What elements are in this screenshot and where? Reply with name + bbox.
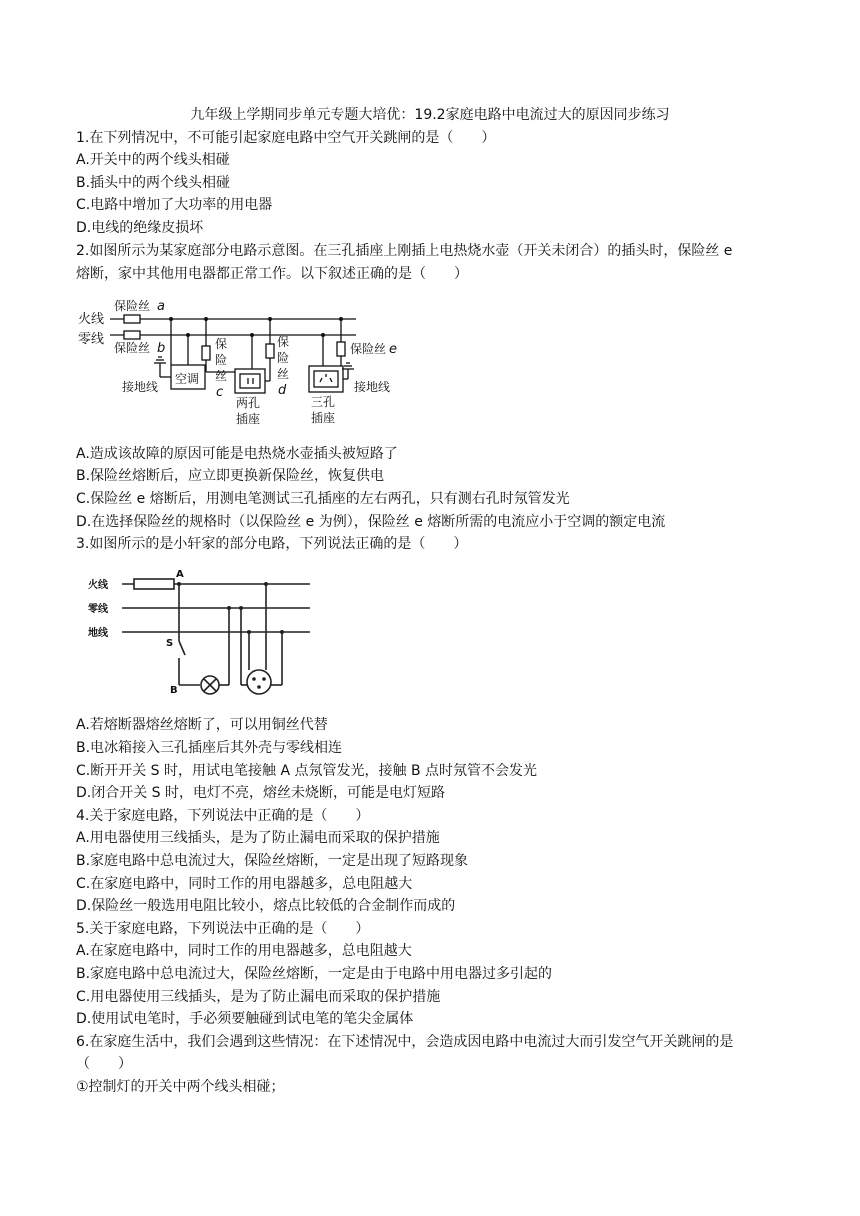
q1-option-c: C.电路中增加了大功率的用电器	[76, 197, 273, 213]
q2-label-fuse-d-1: 保	[277, 335, 290, 349]
q2-label-fuse-c-2: 险	[215, 353, 228, 367]
q4-option-d: D.保险丝一般选用电阻比较小，熔点比较低的合金制作而成的	[76, 898, 456, 914]
q3-label-neutral: 零线	[88, 604, 108, 615]
q2-option-d: D.在选择保险丝的规格时（以保险丝 e 为例），保险丝 e 熔断所需的电流应小于空调的额定电流	[76, 514, 666, 530]
q3-option-a: A.若熔断器熔丝熔断了，可以用铜丝代替	[76, 717, 328, 733]
q2-label-live: 火线	[78, 312, 105, 327]
q4-option-b: B.家庭电路中总电流过大，保险丝熔断，一定是出现了短路现象	[76, 853, 469, 869]
q2-label-fuse-c-3: 丝	[215, 369, 228, 383]
q2-label-ground-left: 接地线	[122, 380, 159, 394]
q2-circuit-figure	[76, 290, 406, 440]
q5-option-c: C.用电器使用三线插头，是为了防止漏电而采取的保护措施	[76, 989, 441, 1005]
q2-stem-line1: 2.如图所示为某家庭部分电路示意图。在三孔插座上刚插上电热烧水壶（开关未闭合）的插头时，保险丝 e	[76, 243, 733, 259]
q6-item-1: ①控制灯的开关中两个线头相碰；	[76, 1079, 285, 1095]
q3-label-point-b: B	[170, 685, 178, 696]
q1-option-a: A.开关中的两个线头相碰	[76, 152, 230, 168]
q2-option-c: C.保险丝 e 熔断后，用测电笔测试三孔插座的左右两孔，只有测右孔时氖管发光	[76, 491, 570, 507]
q4-option-c: C.在家庭电路中，同时工作的用电器越多，总电阻越大	[76, 876, 413, 892]
page-title: 九年级上学期同步单元专题大培优：19.2家庭电路中电流过大的原因同步练习	[190, 107, 670, 123]
q2-label-fuse-a: 保险丝	[114, 299, 151, 313]
q2-label-ground-right: 接地线	[354, 380, 391, 394]
q1-option-d: D.电线的绝缘皮损坏	[76, 220, 204, 236]
q2-stem-line2: 熔断，家中其他用电器都正常工作。以下叙述正确的是（ ）	[76, 266, 468, 282]
q2-label-three-hole-1: 三孔	[311, 395, 336, 409]
q3-circuit-figure	[86, 565, 316, 700]
q6-stem-line1: 6.在家庭生活中，我们会遇到这些情况：在下述情况中，会造成因电路中电流过大而引发空气开关跳闸的是	[76, 1034, 734, 1050]
q2-label-fuse-b: 保险丝	[114, 341, 151, 355]
q3-option-d: D.闭合开关 S 时，电灯不亮，熔丝未烧断，可能是电灯短路	[76, 785, 446, 801]
q3-label-ground: 地线	[88, 628, 108, 639]
q6-stem-line2: （ ）	[76, 1056, 132, 1072]
q5-stem: 5.关于家庭电路，下列说法中正确的是（ ）	[76, 921, 370, 937]
q3-circuit-diagram	[86, 565, 316, 700]
q2-label-ac: 空调	[175, 372, 200, 386]
q2-label-fuse-e-letter: e	[389, 342, 397, 357]
q3-label-live: 火线	[88, 580, 108, 591]
q2-option-a: A.造成该故障的原因可能是电热烧水壶插头被短路了	[76, 446, 398, 462]
q5-option-d: D.使用试电笔时，手必须要触碰到试电笔的笔尖金属体	[76, 1011, 414, 1027]
q2-label-fuse-d-2: 险	[277, 351, 290, 365]
q3-option-b: B.电冰箱接入三孔插座后其外壳与零线相连	[76, 740, 343, 756]
q3-label-point-a: A	[176, 569, 184, 580]
q1-stem: 1.在下列情况中，不可能引起家庭电路中空气开关跳闸的是（ ）	[76, 130, 496, 146]
q5-option-b: B.家庭电路中总电流过大，保险丝熔断，一定是由于电路中用电器过多引起的	[76, 966, 553, 982]
q5-option-a: A.在家庭电路中，同时工作的用电器越多，总电阻越大	[76, 943, 412, 959]
q2-label-two-hole-1: 两孔	[236, 396, 261, 410]
q3-option-c: C.断开开关 S 时，用试电笔接触 A 点氖管发光，接触 B 点时氖管不会发光	[76, 763, 537, 779]
q2-option-b: B.保险丝熔断后，应立即更换新保险丝，恢复供电	[76, 468, 385, 484]
q2-label-fuse-c-letter: c	[216, 385, 224, 400]
q2-circuit-diagram	[76, 290, 406, 440]
q2-label-fuse-a-letter: a	[157, 299, 165, 314]
q2-label-fuse-e: 保险丝	[350, 342, 387, 356]
q2-label-fuse-b-letter: b	[157, 341, 166, 356]
q4-option-a: A.用电器使用三线插头，是为了防止漏电而采取的保护措施	[76, 830, 440, 846]
q4-stem: 4.关于家庭电路，下列说法中正确的是（ ）	[76, 808, 370, 824]
q2-label-three-hole-2: 插座	[311, 411, 336, 425]
q1-option-b: B.插头中的两个线头相碰	[76, 175, 231, 191]
q2-label-fuse-c-1: 保	[215, 337, 228, 351]
q2-label-neutral: 零线	[78, 332, 105, 347]
q3-stem: 3.如图所示的是小轩家的部分电路，下列说法正确的是（ ）	[76, 536, 468, 552]
q2-label-fuse-d-3: 丝	[277, 367, 290, 381]
q2-label-two-hole-2: 插座	[236, 412, 261, 426]
q3-label-switch: S	[166, 638, 174, 649]
q2-label-fuse-d-letter: d	[278, 383, 287, 398]
